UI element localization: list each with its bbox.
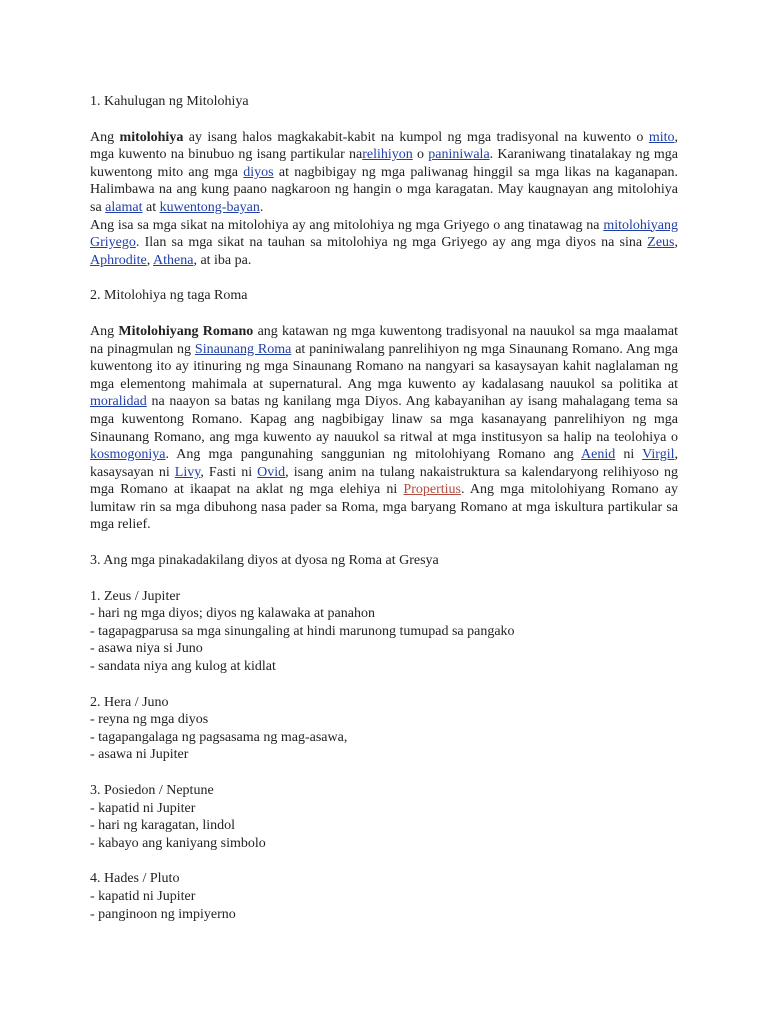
link-mitolohiyang-griyego[interactable]: mitolohiyang Griyego <box>90 217 678 251</box>
list-item: - tagapangalaga ng pagsasama ng mag-asawa, <box>90 729 348 745</box>
text: at nagbibigay ng mga paliwanag hinggil sa mga likas na kaganapan. Halimbawa na ang kung paano nagkaroon ng hangin o mga karagatan. May kaugnayan ang mitolohiya sa <box>90 164 679 215</box>
text: at <box>142 199 160 215</box>
text: Ang isa sa mga sikat na mitolohiya ay ang mitolohiya ng mga Griyego o ang tinatawag na <box>90 217 604 233</box>
link-livy[interactable]: Livy <box>174 464 201 480</box>
text: , Fasti ni <box>200 464 258 480</box>
text: na naayon sa batas ng kanilang mga Diyos. Ang kabayanihan ay isang mahalagang tema sa mga kuwentong Romano. Kapag ang nagbibigay linaw sa mga kasanayang panrelihiyon ng mga Sinaunang Romano, ang mga kuwento ay nauukol sa ritwal at mga institusyon sa halip na teolohiya o <box>90 394 678 445</box>
god-entry-3 <box>90 782 678 852</box>
link-virgil[interactable]: Virgil <box>642 447 675 463</box>
god-entry-1 <box>90 588 678 676</box>
text: Ang <box>90 323 119 339</box>
god-entry-2 <box>90 694 678 764</box>
link-moralidad[interactable]: moralidad <box>90 394 147 410</box>
section-2-heading: 2. Mitolohiya ng taga Roma <box>90 288 248 304</box>
text: . <box>259 199 264 215</box>
document-body <box>90 93 678 923</box>
god-title: 3. Posiedon / Neptune <box>90 783 214 798</box>
link-mito[interactable]: mito <box>648 129 675 145</box>
link-aenid[interactable]: Aenid <box>581 447 616 463</box>
text: o <box>412 147 429 163</box>
text: ang katawan ng mga kuwentong tradisyonal na nauukol sa mga maalamat na pinagmulan ng <box>90 323 678 357</box>
section-1-paragraph-1 <box>90 129 678 217</box>
list-item: - hari ng karagatan, lindol <box>90 818 236 834</box>
text: ni <box>615 447 643 463</box>
link-ovid[interactable]: Ovid <box>257 464 286 480</box>
section-3-heading: 3. Ang mga pinakadakilang diyos at dyosa ng Roma at Gresya <box>90 553 439 569</box>
link-diyos[interactable]: diyos <box>243 164 274 180</box>
link-aphrodite[interactable]: Aphrodite <box>90 252 147 268</box>
list-item: - panginoon ng impiyerno <box>90 906 236 922</box>
text: , at iba pa. <box>193 252 252 268</box>
list-item: - kapatid ni Jupiter <box>90 800 196 816</box>
text: , kasaysayan ni <box>90 447 678 480</box>
section-2-paragraph <box>90 323 678 534</box>
god-entry-4 <box>90 870 678 923</box>
link-alamat[interactable]: alamat <box>105 199 143 215</box>
text: . Ang mga pangunahing sanggunian ng mitolohiyang Romano ang <box>165 447 582 463</box>
text: . Ang mga mitolohiyang Romano ay lumitaw rin sa mga dibuhong nasa pader sa Roma, mga baryang Romano at mga iskultura partikular sa mga relief. <box>90 482 678 533</box>
text: Ang <box>90 129 120 145</box>
text: , mga kuwento na binubuo ng isang partikular na <box>90 129 678 163</box>
link-kuwentong-bayan[interactable]: kuwentong-bayan <box>159 199 260 215</box>
god-title: 2. Hera / Juno <box>90 694 169 710</box>
link-propertius[interactable]: Propertius <box>403 482 461 498</box>
link-athena[interactable]: Athena <box>153 252 194 268</box>
god-title: 1. Zeus / Jupiter <box>90 588 181 604</box>
text: ay isang halos magkakabit-kabit na kumpol ng mga tradisyonal na kuwento o <box>183 129 649 145</box>
link-relihiyon[interactable]: relihiyon <box>362 147 413 163</box>
link-zeus[interactable]: Zeus <box>647 235 675 251</box>
list-item: - hari ng mga diyos; diyos ng kalawaka at panahon <box>90 606 375 622</box>
bold-term-mitolohiya: mitolohiya <box>119 129 184 145</box>
link-kosmogoniya[interactable]: kosmogoniya <box>90 447 166 463</box>
bold-term-mitolohiyang-romano: Mitolohiyang Romano <box>118 323 254 339</box>
text: , <box>674 235 678 251</box>
list-item: - kapatid ni Jupiter <box>90 888 196 904</box>
text: . Karaniwang tinatalakay ng mga kuwentong mito ang mga <box>90 147 679 180</box>
god-title: 4. Hades / Pluto <box>90 871 180 887</box>
list-item: - sandata niya ang kulog at kidlat <box>90 659 276 675</box>
list-item: - asawa niya si Juno <box>90 641 203 657</box>
text: at paniniwalang panrelihiyon ng mga Sinaunang Romano. Ang mga kuwentong ito ay itinuring ng mga Sinaunang Romano na nangyari sa kasaysayan kahit naglalaman ng mga elementong mahimala at supernatural. Ang mga kuwento ay kadalasang nauukol sa politika at <box>90 341 679 392</box>
link-sinaunang-roma[interactable]: Sinaunang Roma <box>194 341 292 357</box>
section-1-heading: 1. Kahulugan ng Mitolohiya <box>90 94 249 109</box>
list-item: - reyna ng mga diyos <box>90 712 209 728</box>
text: , isang anim na tulang nakaistruktura sa kalendaryong relihiyoso ng mga Romano at ikaapat na aklat ng mga elehiya ni <box>90 464 678 498</box>
text: . Ilan sa mga sikat na tauhan sa mitolohiya ng mga Griyego ay ang mga diyos na sina <box>135 235 648 251</box>
list-item: - tagapagparusa sa mga sinungaling at hindi marunong tumupad sa pangako <box>90 623 515 639</box>
list-item: - kabayo ang kaniyang simbolo <box>90 835 266 851</box>
list-item: - asawa ni Jupiter <box>90 747 189 763</box>
link-paniniwala[interactable]: paniniwala <box>428 147 490 163</box>
section-1-paragraph-2 <box>90 217 678 270</box>
text: , <box>146 252 153 268</box>
